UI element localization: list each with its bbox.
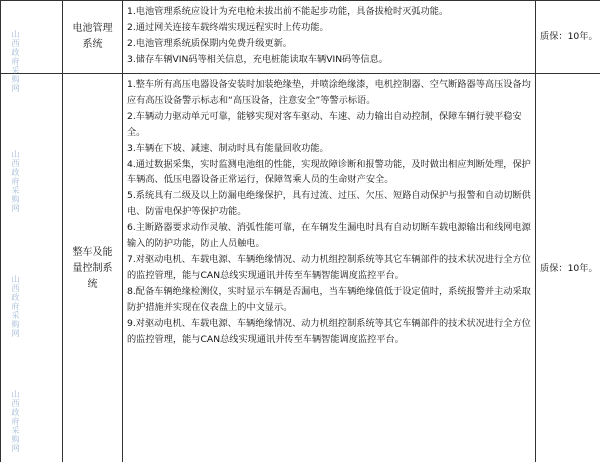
- requirements-list: [123, 74, 535, 349]
- warranty-cell: [536, 1, 600, 74]
- system-name: 电池管理 系统: [72, 23, 113, 50]
- warranty-text: 质保：10年。: [540, 31, 598, 42]
- requirement-item: 2.车辆动力驱动单元可靠，能够实现对客车驱动、车速、动力输出自动控制，保障车辆行驶平稳安全。: [127, 110, 522, 138]
- table-row-vehicle-control: [1, 74, 600, 462]
- requirement-item: 2.通过网关连接车载终端实现远程实时上传功能。: [127, 21, 329, 33]
- warranty-cell: [536, 74, 600, 462]
- system-name-cell: [63, 1, 123, 74]
- system-name-cell: [63, 74, 123, 462]
- requirement-item: 1.整车所有高压电器设备安装时加装绝缘垫，并喷涂绝缘漆，电机控制器、空气断路器等高压设备均应有高压设备警示标志和“高压设备，注意安全”等警示标语。: [127, 79, 531, 106]
- watermark: 山西政府采购网: [11, 275, 20, 338]
- watermark: 山西政府采购网: [11, 390, 20, 453]
- watermark: 山西政府采购网: [11, 150, 20, 213]
- requirements-cell: [123, 74, 536, 462]
- requirement-item: 1.电池管理系统应设计为充电枪未拔出前不能起步功能，具备拔枪时灭弧功能。: [127, 6, 449, 17]
- table-row-battery: [1, 1, 600, 74]
- requirement-item: 7.对驱动电机、车载电源、车辆绝缘情况、动力机组控制系统等其它车辆部件的技术状况进行全方位的监控管理，能与CAN总线实现通讯并传至车辆智能调度监控平台。: [127, 253, 531, 281]
- requirements-list: [123, 1, 535, 70]
- system-name: 整车及能量控制系统: [72, 246, 113, 290]
- watermark: 山西政府采购网: [11, 30, 20, 93]
- requirement-item: 9.对驱动电机、车载电源、车辆绝缘情况、动力机组控制系统等其它车辆部件的技术状况进行全方位的监控管理，能与CAN总线实现通讯并传至车辆智能调度监控平台。: [127, 317, 531, 345]
- requirement-item: 5.系统具有二级及以上防漏电绝缘保护，具有过流、过压、欠压、短路自动保护与报警和自动切断供电、防雷电保护等保护功能。: [127, 190, 531, 218]
- requirement-item: 2.电池管理系统质保期内免费升级更新。: [127, 37, 292, 49]
- requirement-item: 8.配备车辆绝缘检测仪，实时显示车辆是否漏电，当车辆绝缘值低于设定值时，系统报警并主动采取防护措施并实现在仪表盘上的中文显示。: [127, 285, 531, 313]
- requirements-cell: [123, 1, 536, 74]
- requirement-item: 6.主断路器要求动作灵敏、消弧性能可靠，在车辆发生漏电时具有自动切断车载电源输出和线网电源输入的防护功能，防止人员触电。: [127, 222, 531, 250]
- warranty-text: 质保：10年。: [540, 262, 598, 274]
- requirement-item: 4.通过数据采集，实时监测电池组的性能，实现故障诊断和报警功能，及时做出相应判断处理，保护车辆高、低压电器设备正常运行，保障驾乘人员的生命财产安全。: [127, 158, 531, 186]
- requirement-item: 3.储存车辆VIN码等相关信息，充电桩能读取车辆VIN码等信息。: [127, 53, 388, 65]
- requirement-item: 3.车辆在下坡、减速、制动时具有能量回收功能。: [127, 142, 329, 154]
